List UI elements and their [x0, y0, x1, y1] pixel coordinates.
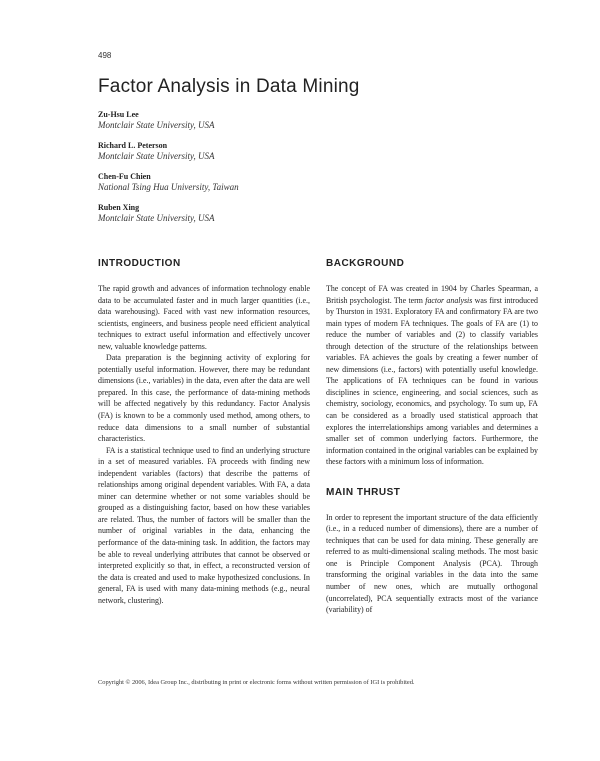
copyright-notice: Copyright © 2006, Idea Group Inc., distributing in print or electronic forms without written permission of IGI is prohibited. — [98, 679, 415, 686]
background-italic-term: factor analysis — [425, 295, 473, 305]
article-title: Factor Analysis in Data Mining — [98, 76, 360, 97]
background-text-end: was first introduced by Thurston in 1931. Exploratory FA and confirmatory FA are two main types of modern FA techniques. The goals of FA are (1) to reduce the number of variables and (2) to classify variables through detection of the structure of the relationships between variables. FA achieves the goals by creating a fewer number of new dimensions (i.e., factors) with potentially useful knowledge. The applications of FA techniques can be found in various disciplines in science, engineering, and social sciences, such as chemistry, sociology, economics, and psychology. To sum up, FA can be considered as a broadly used statistical approach that explores the interrelationships among variables and determines a smaller set of common underlying factors. Furthermore, the information contained in the original variables can be explained by these factors with a minimum loss of information. — [326, 295, 539, 467]
author-block — [98, 140, 458, 162]
introduction-paragraph-2: Data preparation is the beginning activity of exploring for potentially useful information. However, there may be redundant dimensions (i.e., variables) in the data, even after the data are well prepared. In this case, the performance of data-mining methods will be affected negatively by this redundancy. Factor Analysis (FA) is known to be a commonly used method, among others, to reduce data dimensions to a small number of substantial characteristics. — [98, 353, 310, 444]
background-text-start: The concept of FA was created in 1904 by Charles Spearman, a British psychologist. The term — [326, 284, 538, 305]
author-affiliation: National Tsing Hua University, Taiwan — [98, 182, 239, 192]
main-thrust-heading: MAIN THRUST — [326, 486, 401, 498]
background-heading: BACKGROUND — [326, 258, 405, 269]
author-block — [98, 202, 458, 224]
author-affiliation: Montclair State University, USA — [98, 151, 215, 161]
author-name: Ruben Xing — [98, 203, 140, 212]
author-name: Richard L. Peterson — [98, 141, 168, 150]
right-column — [326, 258, 538, 616]
author-affiliation: Montclair State University, USA — [98, 213, 215, 223]
introduction-heading: INTRODUCTION — [98, 258, 181, 269]
author-block — [98, 171, 458, 193]
background-paragraph — [326, 283, 538, 468]
page-number: 498 — [98, 51, 112, 60]
main-thrust-paragraph: In order to represent the important structure of the data efficiently (i.e., in a reduced number of dimensions), there are a number of techniques that can be used for data mining. These generally are referred to as multi-dimensional scaling methods. The most basic one is Principle Component Analysis (PCA). Through transforming the original variables in the data into the same number of new ones, which are mutually orthogonal (uncorrelated), PCA sequentially extracts most of the variance (variability) of — [326, 512, 538, 615]
introduction-paragraph-3: FA is a statistical technique used to find an underlying structure in a set of measured variables. FA proceeds with finding new independent variables (factors) that describe the patterns of relationships among original dependent variables. With FA, a data miner can determine whether or not some variables should be grouped as a distinguishing factor, based on how these variables are related. Thus, the number of factors will be smaller than the number of original variables in the data, enhancing the performance of the data-mining task. In addition, the factors may be able to reveal underlying attributes that cannot be observed or interpreted explicitly so that, in effect, a reconstructed version of the data is created and used to make hypothesized conclusions. In general, FA is used with many data-mining methods (e.g., neural network, clustering). — [98, 445, 310, 605]
left-column — [98, 258, 310, 606]
introduction-paragraph-1: The rapid growth and advances of information technology enable data to be accumulated faster and in much larger quantities (i.e., data warehousing). Faced with vast new information resources, scientists, engineers, and business people need efficient analytical techniques to extract useful information and effectively uncover new, valuable knowledge patterns. — [98, 284, 310, 351]
author-name: Chen-Fu Chien — [98, 172, 151, 181]
author-block — [98, 109, 458, 131]
author-list — [98, 109, 458, 233]
author-name: Zu-Hsu Lee — [98, 110, 139, 119]
author-affiliation: Montclair State University, USA — [98, 120, 215, 130]
